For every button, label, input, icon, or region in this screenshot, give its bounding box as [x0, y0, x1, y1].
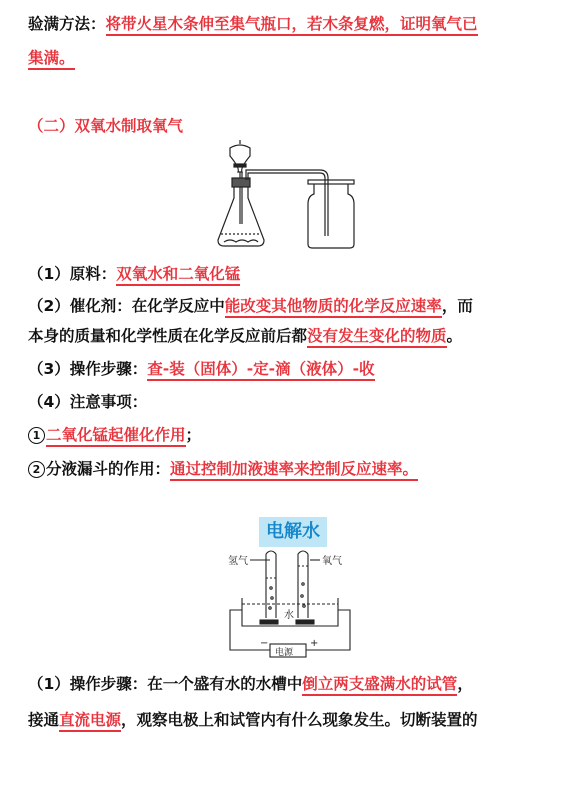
oxygen-check-line-1	[28, 12, 568, 36]
electrolysis-step-answer-2: 直流电源	[59, 711, 121, 732]
note1-number: 1	[28, 427, 45, 444]
item2-line-2	[28, 324, 568, 348]
power-label: 电源	[275, 648, 294, 658]
item3-label: （3）操作步骤：	[28, 360, 148, 378]
electrolysis-step-line-2	[28, 708, 568, 732]
water-label: 水	[284, 610, 294, 621]
plus-sign: +	[310, 638, 319, 649]
hydrogen-label: 氢气	[228, 556, 248, 567]
note2-answer: 通过控制加液速率来控制反应速率。	[170, 460, 418, 481]
minus-sign: −	[260, 638, 269, 649]
electrolysis-diagram	[222, 548, 362, 660]
note2-line	[28, 457, 568, 481]
note1-end: ；	[185, 426, 202, 444]
note1-line	[28, 423, 568, 447]
item4-line	[28, 390, 568, 414]
oxygen-check-answer-2: 集满。	[28, 49, 75, 70]
item1-line	[28, 262, 568, 286]
note1-answer: 二氧化锰起催化作用	[46, 426, 186, 447]
oxygen-check-answer-1: 将带火星木条伸至集气瓶口，若木条复燃，证明氧气已	[106, 15, 478, 36]
electrolysis-step-line2-prefix: 接通	[28, 711, 60, 729]
item2-tail: ，而	[441, 297, 473, 315]
item2-answer-1: 能改变其他物质的化学反应速率	[225, 297, 442, 318]
item2-label: （2）催化剂：在化学反应中	[28, 297, 225, 315]
item2-line-1	[28, 294, 568, 318]
oxygen-check-label: 验满方法：	[28, 15, 106, 33]
section2-heading: （二）双氧水制取氧气	[28, 117, 184, 135]
note2-number: 2	[28, 461, 45, 478]
item3-answer: 查-装（固体）-定-滴（液体）-收	[147, 360, 374, 381]
oxygen-label: 氧气	[322, 556, 342, 567]
hydrogen-peroxide-apparatus-diagram	[212, 138, 372, 250]
electrolysis-step-label: （1）操作步骤：在一个盛有水的水槽中	[28, 675, 303, 693]
oxygen-check-line-2	[28, 46, 568, 70]
item2-end: 。	[446, 327, 463, 345]
item1-label: （1）原料：	[28, 265, 117, 283]
item1-answer: 双氧水和二氧化锰	[116, 265, 240, 286]
electrolysis-title: 电解水	[259, 517, 327, 547]
electrolysis-step-answer-1: 倒立两支盛满水的试管	[302, 675, 457, 696]
electrolysis-step-line-1	[28, 672, 568, 696]
item4-label: （4）注意事项：	[28, 393, 148, 411]
item2-line2-prefix: 本身的质量和化学性质在化学反应前后都	[28, 327, 308, 345]
item3-line	[28, 357, 568, 381]
electrolysis-step-comma: ，	[457, 675, 473, 693]
electrolysis-step-line2-tail: ，观察电极上和试管内有什么现象发生。切断装置的	[121, 711, 478, 729]
note2-label: 分液漏斗的作用：	[46, 460, 171, 478]
item2-answer-2: 没有发生变化的物质	[307, 327, 447, 348]
